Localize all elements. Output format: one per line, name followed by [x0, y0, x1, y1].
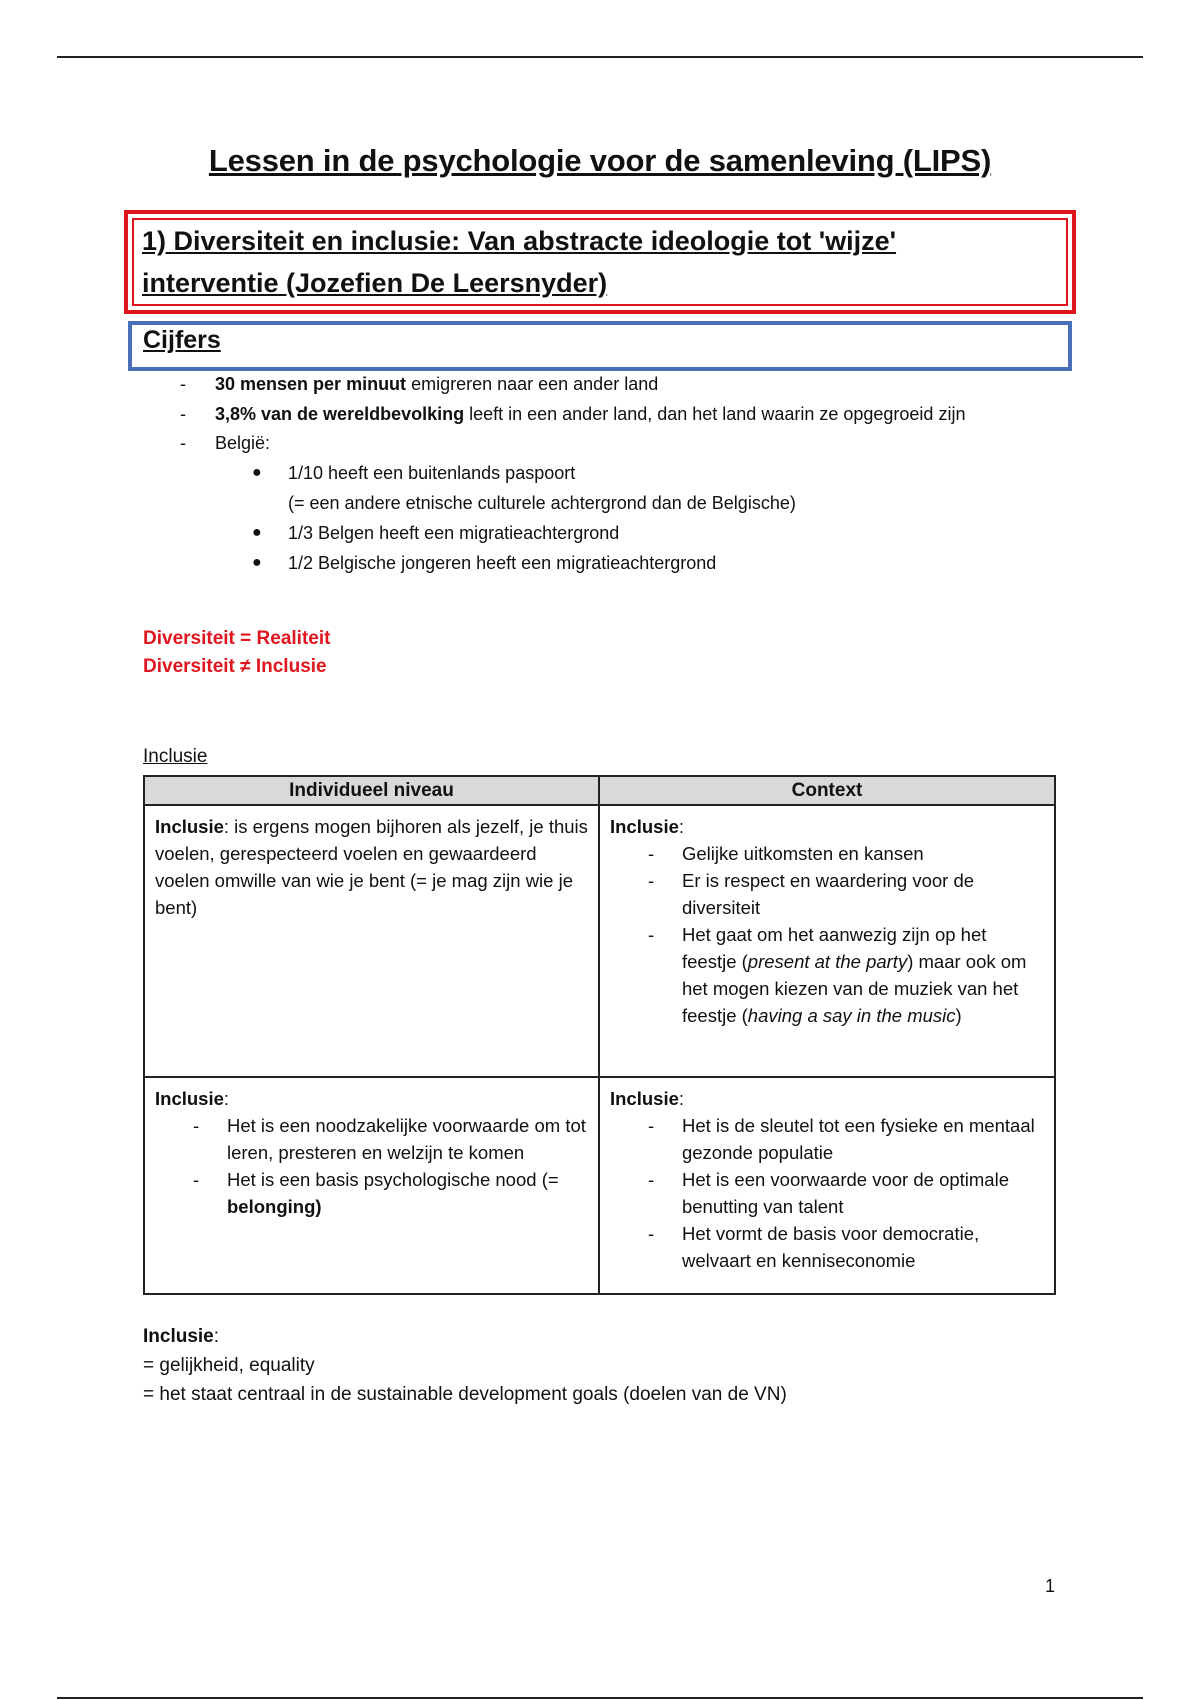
page-number: 1 [1045, 1576, 1056, 1596]
list-item: - Er is respect en waardering voor de diversiteit [610, 867, 1044, 921]
stat-item: 30 mensen per minuut emigreren naar een ander land [215, 374, 659, 394]
context-list [610, 840, 1044, 1029]
belgium-item-note: (= een andere etnische culturele achtergrond dan de Belgische) [288, 493, 796, 513]
section-heading-line1: 1) Diversiteit en inclusie: Van abstracte ideologie tot 'wijze' [142, 226, 897, 256]
list-item: - Het gaat om het aanwezig zijn op het feestje (present at the party) maar ook om het mogen kiezen van de muziek van het feestje (having a say in the music) [610, 921, 1044, 1029]
table-row [144, 805, 1055, 1077]
statement-inclusie: Diversiteit ≠ Inclusie [143, 656, 327, 677]
table-cell: Inclusie: - Gelijke uitkomsten en kansen - Er is respect en waardering voor de diversiteit - Het gaat om het aanwezig zijn op het feestje (present at the party) maar ook om het mogen kiezen van de muziek van het feestje (having a say in the music) [599, 805, 1055, 1077]
table-cell: Inclusie: - Het is een noodzakelijke voorwaarde om tot leren, presteren en welzijn te komen - Het is een basis psychologische nood (= belonging) [144, 1077, 599, 1294]
list-item: - Het is de sleutel tot een fysieke en mentaal gezonde populatie [610, 1112, 1044, 1166]
statement-realiteit: Diversiteit = Realiteit [143, 628, 331, 649]
inclusie-table [143, 775, 1056, 1295]
table-cell: Inclusie: is ergens mogen bijhoren als jezelf, je thuis voelen, gerespecteerd voelen en gewaardeerd voelen omwille van wie je bent (= je mag zijn wie je bent) [144, 805, 599, 1077]
belgium-item: 1/3 Belgen heeft een migratieachtergrond [288, 523, 620, 543]
context-list [610, 1112, 1044, 1274]
section-heading [142, 220, 1042, 304]
bottom-rule [57, 1697, 1143, 1699]
subheading-highlight-box [128, 321, 1072, 371]
document-title: Lessen in de psychologie voor de samenleving (LIPS) [208, 143, 992, 178]
dash-bullet: - [180, 404, 186, 424]
header-individueel: Individueel niveau [144, 776, 599, 805]
belgium-item: 1/10 heeft een buitenlands paspoort [288, 463, 576, 483]
dash-bullet: - [180, 433, 186, 453]
dot-bullet: ● [252, 524, 262, 541]
stat-item: België: [215, 433, 271, 453]
dot-bullet: ● [252, 464, 262, 481]
list-item: - Het is een voorwaarde voor de optimale benutting van talent [610, 1166, 1044, 1220]
dot-bullet: ● [252, 554, 262, 571]
definition-line: = gelijkheid, equality [143, 1355, 315, 1376]
top-rule [57, 56, 1143, 58]
table-caption: Inclusie [143, 746, 208, 767]
list-item: - Het is een noodzakelijke voorwaarde om tot leren, presteren en welzijn te komen [155, 1112, 588, 1166]
table-cell: Inclusie: - Het is de sleutel tot een fysieke en mentaal gezonde populatie - Het is een voorwaarde voor de optimale benutting van talent - Het vormt de basis voor democratie, welvaart en kenniseconomie [599, 1077, 1055, 1294]
dash-bullet: - [180, 374, 186, 394]
subheading-cijfers: Cijfers [143, 326, 221, 354]
inclusie-definition: Inclusie: = gelijkheid, equality = het staat centraal in de sustainable development goals (doelen van de VN) [143, 1322, 787, 1409]
belgium-item: 1/2 Belgische jongeren heeft een migratieachtergrond [288, 553, 717, 573]
table-row [144, 1077, 1055, 1294]
table-header-row [144, 776, 1055, 805]
header-context: Context [599, 776, 1055, 805]
definition-line: = het staat centraal in de sustainable development goals (doelen van de VN) [143, 1384, 787, 1405]
list-item: - Het is een basis psychologische nood (= belonging) [155, 1166, 588, 1220]
list-item: - Het vormt de basis voor democratie, welvaart en kenniseconomie [610, 1220, 1044, 1274]
list-item: - Gelijke uitkomsten en kansen [610, 840, 1044, 867]
section-heading-line2: interventie (Jozefien De Leersnyder) [142, 268, 608, 298]
individual-list [155, 1112, 588, 1220]
stat-item: 3,8% van de wereldbevolking leeft in een ander land, dan het land waarin ze opgegroeid zijn [215, 404, 966, 424]
